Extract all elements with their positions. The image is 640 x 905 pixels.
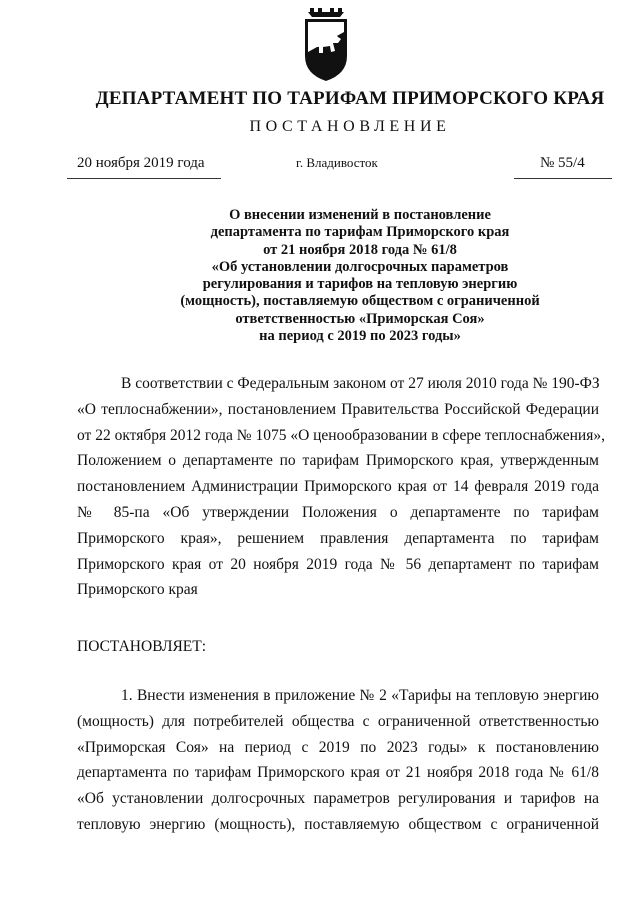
document-title [0, 207, 640, 345]
preamble-line: Приморского края от 20 ноября 2019 года № 56 департамент по тарифам [77, 555, 599, 573]
title-line: от 21 ноября 2018 года № 61/8 [263, 241, 457, 258]
preamble-line: Положением о департаменте по тарифам Приморского края, утвержденным [77, 452, 599, 470]
document-city: г. Владивосток [296, 155, 378, 170]
title-line: О внесении изменений в постановление [229, 207, 491, 223]
item-line: «Приморская Соя» на период с 2019 по 2023 годы» к постановлению [77, 738, 599, 756]
title-line: регулирования и тарифов на тепловую энергию [202, 276, 518, 293]
item-line: департамента по тарифам Приморского края от 21 ноября 2018 года № 61/8 [77, 764, 599, 782]
item-line: тепловую энергию (мощность), поставляемую обществом с ограниченной [77, 815, 599, 833]
date-underline [67, 178, 221, 179]
title-line: (мощность), поставляемую обществом с ограниченной [180, 293, 540, 310]
item-line: «Об установлении долгосрочных параметров регулирования и тарифов на [77, 790, 599, 808]
item-1-paragraph [77, 683, 599, 838]
department-name: ДЕПАРТАМЕНТ ПО ТАРИФАМ ПРИМОРСКОГО КРАЯ [95, 88, 605, 109]
preamble-line: постановлением Администрации Приморского края от 14 февраля 2019 года [77, 478, 599, 496]
title-line: департамента по тарифам Приморского края [210, 224, 510, 241]
title-line: ответственностью «Приморская Соя» [235, 310, 485, 327]
title-line: «Об установлении долгосрочных параметров [211, 258, 509, 275]
preamble-line: Приморского края», решением правления департамента по тарифам [77, 529, 599, 547]
preamble-line: В соответствии с Федеральным законом от 27 июля 2010 года № 190-ФЗ [121, 375, 600, 392]
coat-of-arms-icon [301, 8, 351, 83]
preamble-paragraph [77, 371, 605, 603]
number-underline [514, 178, 612, 179]
document-number: № 55/4 [540, 155, 585, 171]
preamble-line: № 85-па «Об утверждении Положения о департаменте по тарифам [77, 503, 599, 521]
decree-word: ПОСТАНОВЛЯЕТ: [77, 638, 207, 655]
preamble-line: от 22 октября 2012 года № 1075 «О ценообразовании в сфере теплоснабжения», [77, 426, 605, 444]
title-line: на период с 2019 по 2023 годы» [259, 328, 461, 345]
item-line: (мощность) для потребителей общества с ограниченной ответственностью [77, 712, 599, 730]
preamble-line: Приморского края [77, 581, 198, 599]
preamble-line: «О теплоснабжении», постановлением Правительства Российской Федерации [77, 400, 599, 418]
document-date: 20 ноября 2019 года [77, 155, 205, 171]
document-type: ПОСТАНОВЛЕНИЕ [249, 118, 451, 135]
item-line: 1. Внести изменения в приложение № 2 «Тарифы на тепловую энергию [121, 687, 599, 704]
